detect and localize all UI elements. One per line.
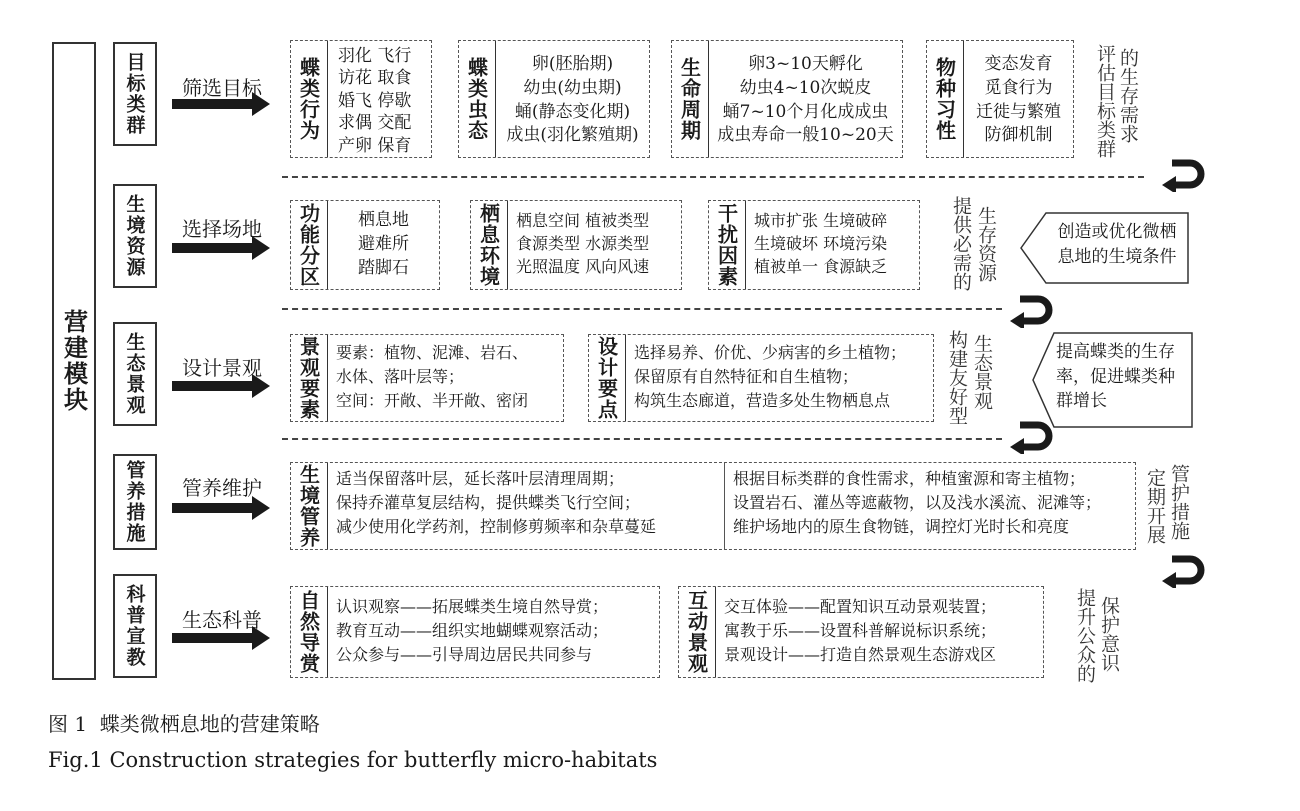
side-note-row1-b: 的生存需求 (1116, 48, 1139, 143)
action-label-maintenance: 管养维护 (182, 476, 262, 500)
group-life-cycle: 生命周期 卵3~10天孵化 幼虫4~10次蜕皮 蛹7~10个月化成成虫 成虫寿命一般10~20天 (671, 40, 903, 158)
group-habitat-management: 生境管养 适当保留落叶层，延长落叶层清理周期； 保持乔灌草复层结构，提供蝶类飞行空间； 减少使用化学药剂，控制修剪频率和杂草蔓延 根据目标类群的食性需求，种植蜜源和寄主植物； 设置岩石、灌丛等遮蔽物，以及浅水溪流、泥滩等； 维护场地内的原生食物链，调控灯光时长和亮度 (290, 462, 1136, 550)
category-box-ecology: 生态景观 (113, 322, 157, 426)
arrow-right-icon (172, 236, 272, 260)
group-design-points: 设计要点 选择易养、价优、少病害的乡土植物； 保留原有自然特征和自生植物； 构筑生态廊道，营造多处生物栖息点 (588, 334, 934, 422)
u-turn-arrow-icon (1008, 292, 1058, 328)
category-box-target: 目标类群 (113, 42, 157, 146)
group-nature-guide: 自然导赏 认识观察——拓展蝶类生境自然导赏； 教育互动——组织实地蝴蝶观察活动； 公众参与——引导周边居民共同参与 (290, 586, 660, 678)
side-note-row2-b: 生存资源 (974, 206, 997, 282)
action-label-science-education: 生态科普 (182, 608, 262, 632)
arrow-right-icon (172, 92, 272, 116)
group-butterfly-stage: 蝶类虫态 卵(胚胎期) 幼虫(幼虫期) 蛹(静态变化期) 成虫(羽化繁殖期) (458, 40, 650, 158)
group-functional-zone: 功能分区 栖息地 避难所 踏脚石 (290, 200, 440, 290)
side-note-row3-a: 构建友好型 (945, 330, 968, 425)
group-butterfly-behavior: 蝶类行为 羽化 飞行 访花 取食 婚飞 停歇 求偶 交配 产卵 保育 (290, 40, 432, 158)
side-note-row2-a: 提供必需的 (949, 196, 972, 291)
side-note-row4-b: 管护措施 (1167, 464, 1190, 540)
main-module-box (52, 42, 96, 680)
arrow-right-icon (172, 496, 272, 520)
figure-caption-en: Fig.1 Construction strategies for butterfly micro-habitats (48, 748, 658, 772)
side-note-row4-a: 定期开展 (1143, 468, 1166, 544)
group-landscape-elements: 景观要素 要素：植物、泥滩、岩石、 水体、落叶层等； 空间：开敞、半开敞、密闭 (290, 334, 564, 422)
action-label-design-landscape: 设计景观 (182, 356, 262, 380)
u-turn-arrow-icon (1008, 418, 1058, 454)
category-box-education: 科普宣教 (113, 574, 157, 678)
group-interactive-landscape: 互动景观 交互体验——配置知识互动景观装置； 寓教于乐——设置科普解说标识系统； 景观设计——打造自然景观生态游戏区 (678, 586, 1044, 678)
side-note-row5-a: 提升公众的 (1073, 588, 1096, 683)
side-note-row1-a: 评估目标类群 (1093, 44, 1116, 158)
divider-3 (282, 438, 1002, 440)
u-turn-arrow-icon (1160, 552, 1210, 588)
arrow-right-icon (172, 374, 272, 398)
figure-caption-cn: 图 1 蝶类微栖息地的营建策略 (48, 712, 320, 736)
side-note-row3-b: 生态景观 (970, 334, 993, 410)
action-label-select-target: 筛选目标 (182, 76, 262, 100)
main-module-label: 营建模块 (59, 309, 89, 413)
category-box-management: 管养措施 (113, 454, 157, 550)
pentagon-box-habitat: 创造或优化微栖 息地的生境条件 (1020, 212, 1190, 284)
side-note-row5-b: 保护意识 (1097, 596, 1120, 672)
divider-2 (282, 308, 1002, 310)
pentagon-box-population: 提高蝶类的生存 率，促进蝶类种 群增长 (1032, 332, 1194, 428)
u-turn-arrow-icon (1160, 156, 1210, 192)
arrow-right-icon (172, 626, 272, 650)
group-disturbance: 干扰因素 城市扩张 生境破碎 生境破坏 环境污染 植被单一 食源缺乏 (708, 200, 920, 290)
group-habitat-environment: 栖息环境 栖息空间 植被类型 食源类型 水源类型 光照温度 风向风速 (470, 200, 682, 290)
group-species-habit: 物种习性 变态发育 觅食行为 迁徙与繁殖 防御机制 (926, 40, 1074, 158)
category-box-habitat: 生境资源 (113, 184, 157, 288)
action-label-select-site: 选择场地 (182, 217, 262, 241)
divider-1 (282, 176, 1144, 178)
